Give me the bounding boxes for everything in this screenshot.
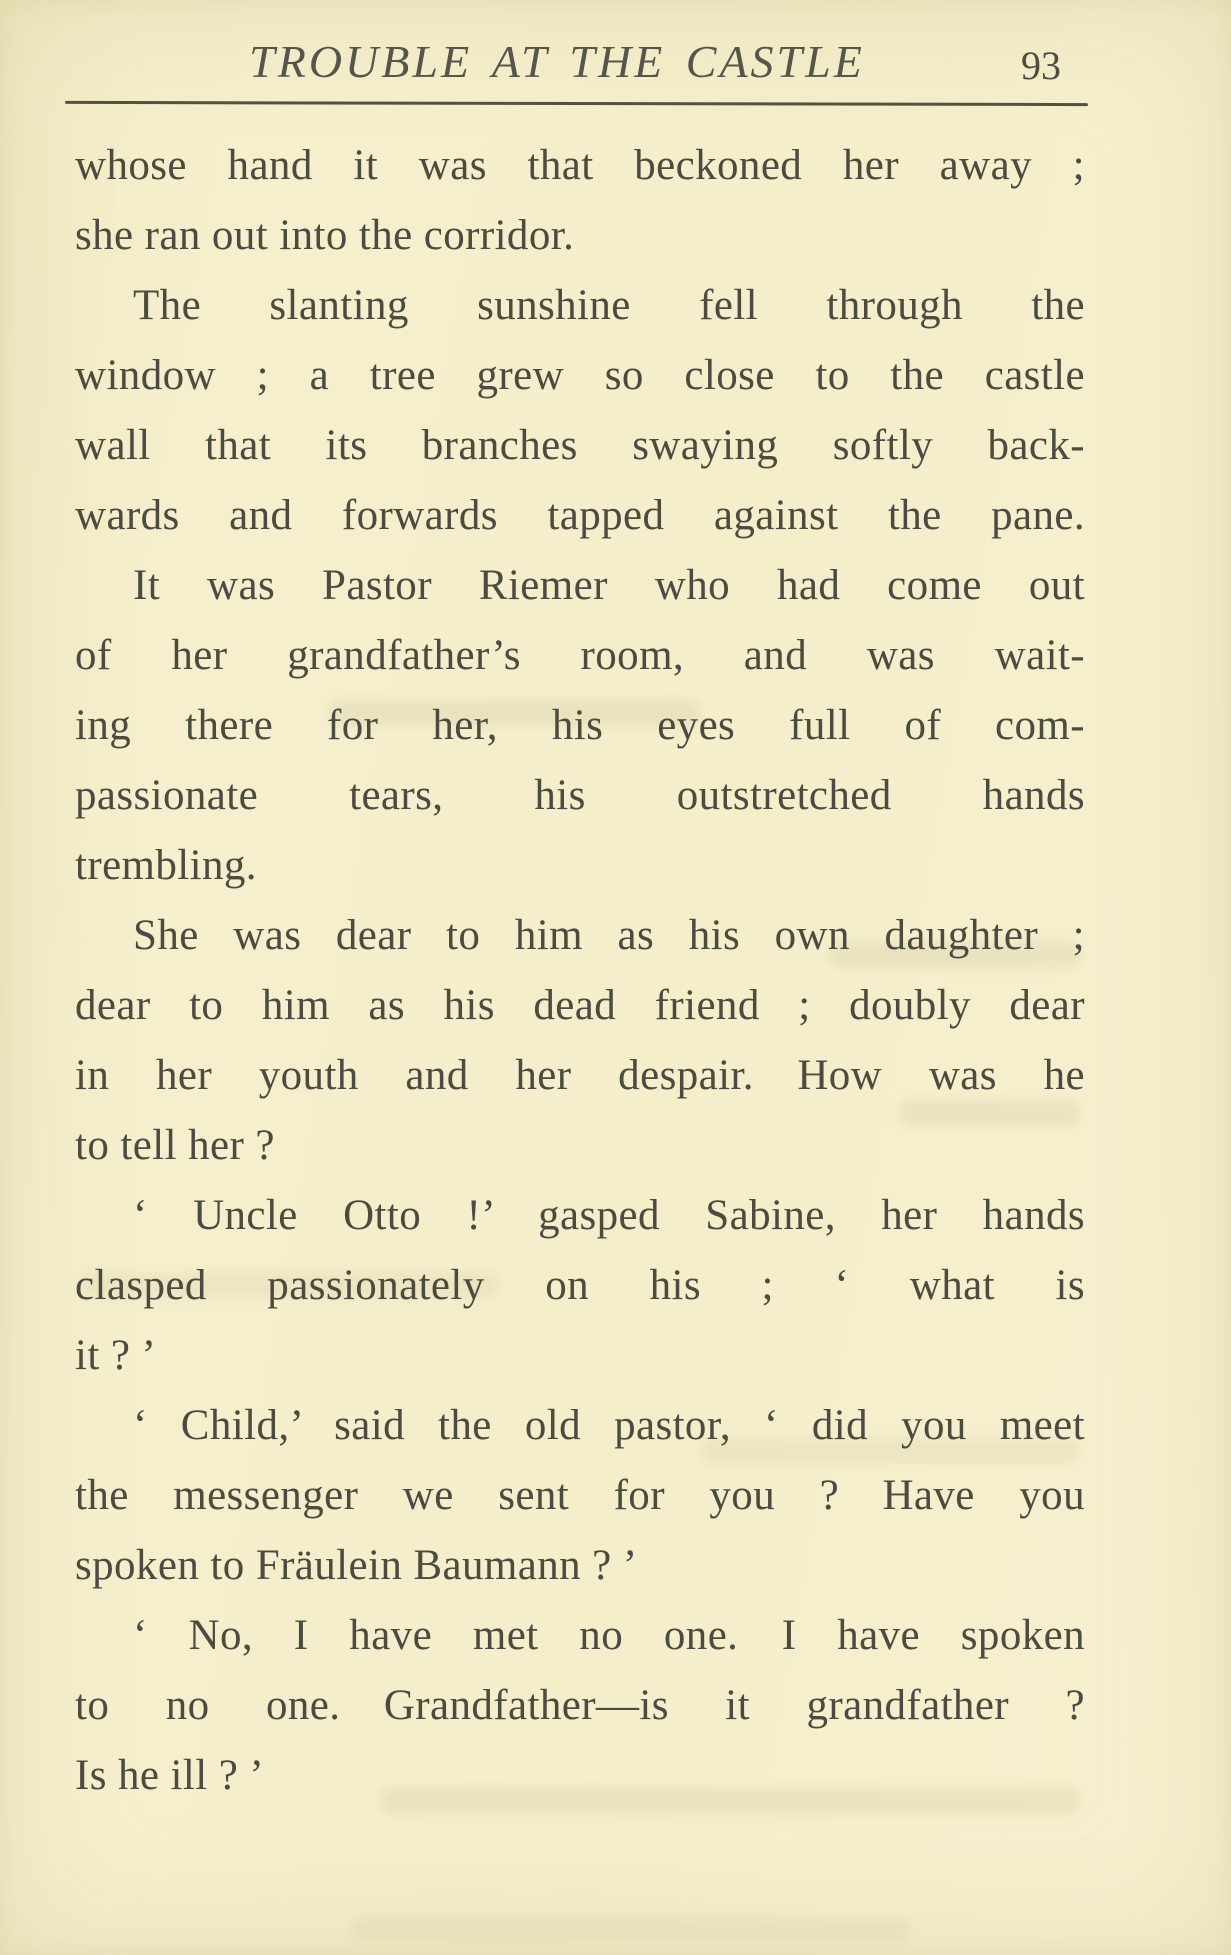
- header-rule: [65, 101, 1088, 106]
- text-line: It was Pastor Riemer who had come out: [133, 562, 1085, 609]
- text-line: ‘ No, I have met no one. I have spoken: [133, 1612, 1085, 1659]
- text-line: in her youth and her despair. How was he: [75, 1052, 1085, 1099]
- text-line: trembling.: [75, 842, 257, 889]
- page-header: [75, 36, 1085, 88]
- show-through-smudge: [350, 1916, 910, 1942]
- text-line: ing there for her, his eyes full of com-: [75, 702, 1085, 749]
- text-line: ‘ Uncle Otto !’ gasped Sabine, her hands: [133, 1192, 1085, 1239]
- text-line: dear to him as his dead friend ; doubly dear: [75, 982, 1085, 1029]
- text-line: to tell her ?: [75, 1122, 275, 1169]
- text-line: ‘ Child,’ said the old pastor, ‘ did you meet: [133, 1402, 1085, 1449]
- text-line: to no one. Grandfather—is it grandfather ?: [75, 1682, 1085, 1729]
- text-line: passionate tears, his outstretched hands: [75, 772, 1085, 819]
- page-content: [75, 0, 1085, 1811]
- text-line: She was dear to him as his own daughter ;: [133, 912, 1085, 959]
- text-line: the messenger we sent for you ? Have you: [75, 1472, 1085, 1519]
- text-line: wards and forwards tapped against the pane.: [75, 492, 1085, 539]
- text-line: wall that its branches swaying softly back-: [75, 422, 1085, 469]
- running-title: TROUBLE AT THE CASTLE: [249, 36, 865, 87]
- text-line: whose hand it was that beckoned her away ;: [75, 142, 1085, 189]
- text-line: of her grandfather’s room, and was wait-: [75, 632, 1085, 679]
- text-line: she ran out into the corridor.: [75, 212, 575, 259]
- text-line: Is he ill ? ’: [75, 1752, 265, 1799]
- page-number: 93: [1021, 43, 1061, 88]
- text-line: clasped passionately on his ; ‘ what is: [75, 1262, 1085, 1309]
- text-line: spoken to Fräulein Baumann ? ’: [75, 1542, 638, 1589]
- text-line: it ? ’: [75, 1332, 157, 1379]
- text-line: window ; a tree grew so close to the castle: [75, 352, 1085, 399]
- body-text: [75, 131, 1085, 1811]
- text-line: The slanting sunshine fell through the: [133, 282, 1085, 329]
